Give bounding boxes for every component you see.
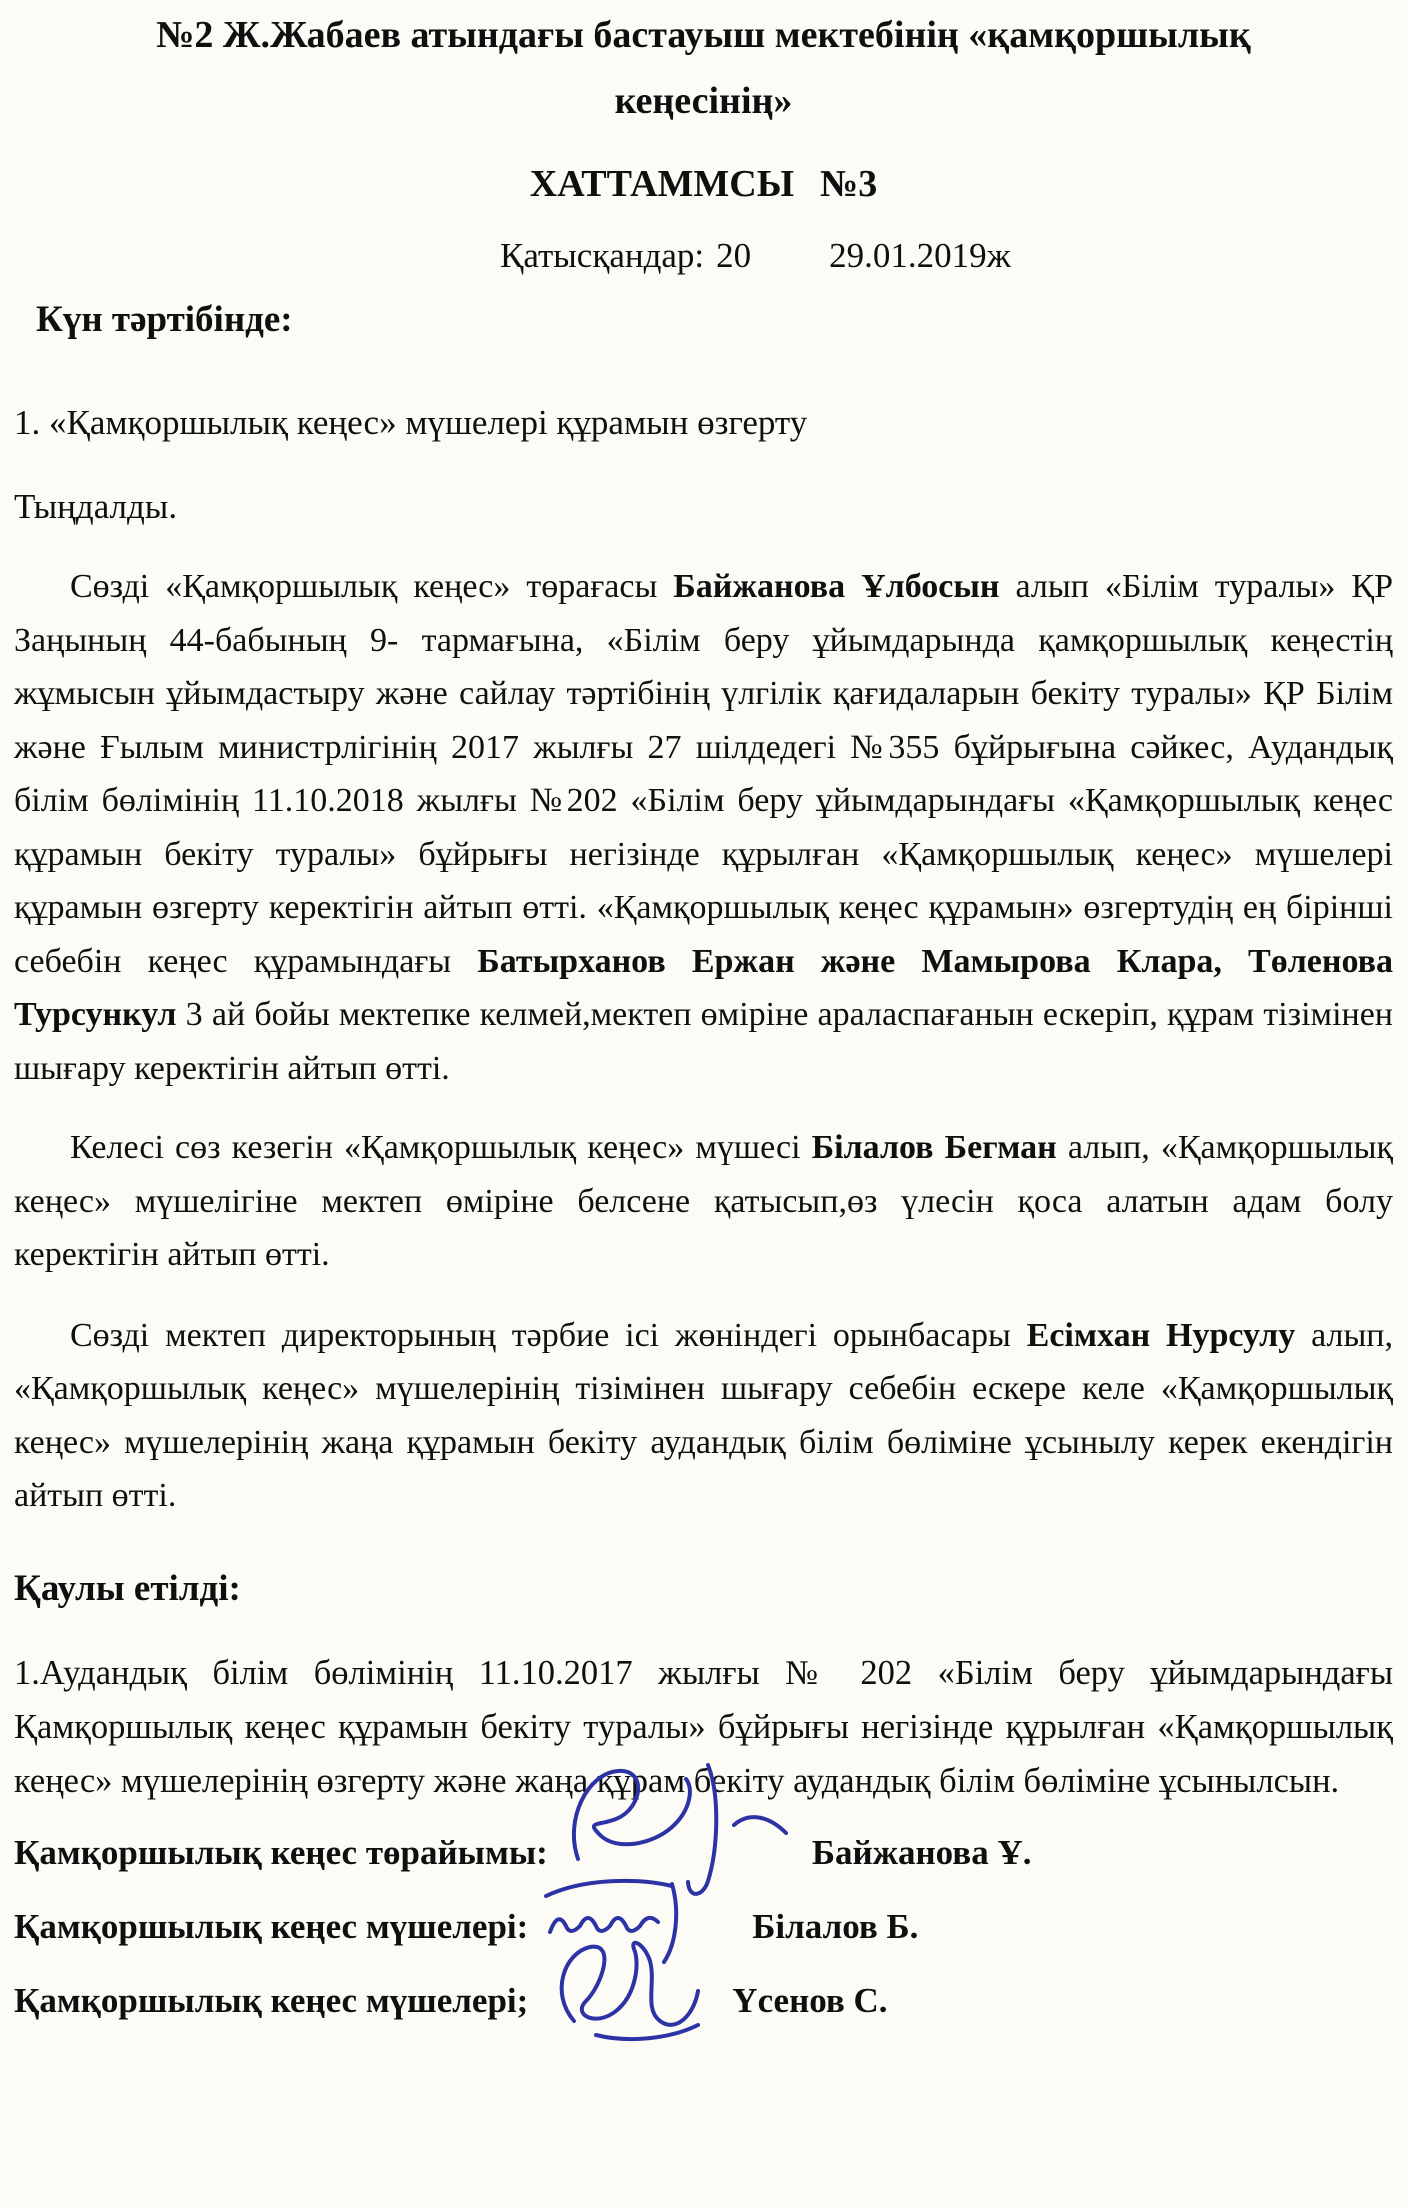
handwritten-signature-icon [538, 1929, 718, 2049]
document-title-line2: кеңесінің» [614, 80, 793, 122]
paragraph-speech-deputy: Сөзді мектеп директорының тәрбие ісі жөніндегі орынбасары Есімхан Нурсулу алып, «Қамқоршылық кеңес» мүшелерінің тізімінен шығару себебін ескере келе «Қамқоршылық кеңес» мүшелерінің жаңа құрамын бекіту аудандық білім бөліміне ұсынылу керек екендігін айтып өтті. [14, 1316, 1393, 1514]
signature-label: Қамқоршылық кеңес мүшелері; [14, 1980, 529, 2020]
signature-row-member-2 [14, 1964, 1393, 2038]
heard-label: Тыңдалды. [14, 487, 178, 526]
paragraph-speech-chairman: Сөзді «Қамқоршылық кеңес» төрағасы Байжанова Ұлбосын алып «Білім туралы» ҚР Заңының 44-бабының 9- тармағына, «Білім беру ұйымдарында қамқоршылық кеңестің жұмысын ұйымдастыру және сайлау тәртібінің үлгілік қағидаларын бекіту туралы» ҚР Білім және Ғылым министрлігінің 2017 жылғы 27 шілдедегі №355 бұйрығына сәйкес, Аудандық білім бөлімінің 11.10.2018 жылғы №202 «Білім беру ұйымдарындағы «Қамқоршылық кеңес құрамын бекіту туралы» бұйрығы негізінде құрылған «Қамқоршылық кеңес» мүшелері құрамын өзгерту керектігін айтып өтті. «Қамқоршылық кеңес құрамын» өзгертудің ең бірінші себебін кеңес құрамындағы Батырханов Ержан және Мамырова Клара, Төленова Турсункул 3 ай бойы мектепке келмей,мектеп өміріне араласпағанын ескеріп, құрам тізімінен шығару керектігін айтып өтті. [14, 568, 1393, 1087]
document-title-line1: №2 Ж.Жабаев атындағы бастауыш мектебінің «қамқоршылық [156, 14, 1251, 56]
agenda-item-1: 1. «Қамқоршылық кеңес» мүшелері құрамын өзгерту [14, 403, 808, 442]
paragraph-speech-member: Келесі сөз кезегін «Қамқоршылық кеңес» мүшесі Білалов Бегман алып, «Қамқоршылық кеңес» мүшелігіне мектеп өміріне белсене қатысып,өз үлесін қоса алатын адам болу керектігін айтып өтті. [14, 1129, 1393, 1273]
resolution-item-1: 1.Аудандық білім бөлімінің 11.10.2017 жылғы № 202 «Білім беру ұйымдарындағы Қамқоршылық кеңес құрамын бекіту туралы» бұйрығы негізінде құрылған «Қамқоршылық кеңес» мүшелерінің өзгерту және жаңа құрам бекіту аудандық білім бөліміне ұсынылсын. [14, 1653, 1393, 1800]
protocol-number: №3 [820, 163, 878, 205]
meta-row [14, 236, 1393, 276]
signature-name: Үсенов С. [732, 1980, 888, 2020]
attendees [500, 236, 751, 276]
attendees-count: 20 [716, 236, 752, 275]
document-date: 29.01.2019ж [829, 236, 1011, 275]
protocol-title [14, 162, 1393, 206]
signature-block [14, 1816, 1393, 2038]
signature-label: Қамқоршылық кеңес мүшелері: [14, 1906, 529, 1946]
attendees-label: Қатысқандар: [500, 236, 705, 275]
resolution-heading: Қаулы етілді: [14, 1567, 241, 1609]
signature-label: Қамқоршылық кеңес төрайымы: [14, 1832, 548, 1872]
signature-name: Байжанова Ұ. [811, 1832, 1032, 1872]
signature-name: Білалов Б. [752, 1906, 919, 1946]
agenda-heading: Күн тәртібінде: [36, 299, 293, 340]
protocol-word: ХАТТАММСЫ [529, 163, 795, 205]
